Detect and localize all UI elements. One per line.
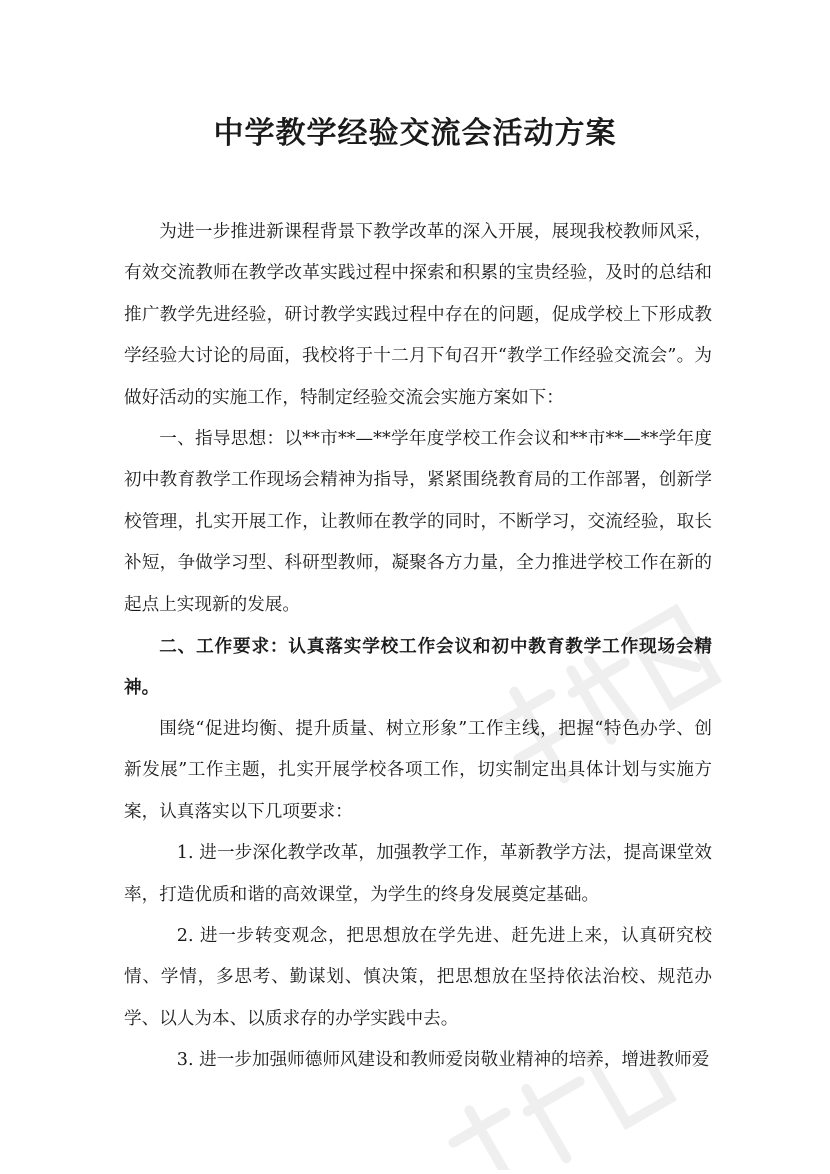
- intro-paragraph: 为进一步推进新课程背景下教学改革的深入开展，展现我校教师风采，有效交流教师在教学改革实践过程中探索和积累的宝贵经验，及时的总结和推广教学先进经验，研讨教学实践过程中存在的问题，促成学校上下形成教学经验大讨论的局面，我校将于十二月下旬召开“教学工作经验交流会”。为做好活动的实施工作，特制定经验交流会实施方案如下：: [124, 222, 712, 408]
- requirement-item-2: 2. 进一步转变观念，把思想放在学先进、赶先进上来，认真研究校情、学情，多思考、勤谋划、慎决策，把思想放在坚持依法治校、规范办学、以人为本、以质求存的办学实践中去。: [124, 925, 712, 1029]
- requirement-item-3: 3. 进一步加强师德师风建设和教师爱岗敬业精神的培养，增进教师爱: [176, 1050, 710, 1071]
- work-requirements-heading: 二、工作要求：认真落实学校工作会议和初中教育教学工作现场会精神。: [124, 636, 712, 699]
- requirement-item-1: 1. 进一步深化教学改革，加强教学工作，革新教学方法，提高课堂效率，打造优质和谐的高效课堂，为学生的终身发展奠定基础。: [124, 843, 712, 905]
- document-title: 中学教学经验交流会活动方案: [213, 116, 617, 151]
- guiding-thought-paragraph: 一、指导思想：以**市**—**学年度学校工作会议和**市**—**学年度初中教育教学工作现场会精神为指导，紧紧围绕教育局的工作部署，创新学校管理，扎实开展工作，让教师在教学的同时，不断学习，交流经验，取长补短，争做学习型、科研型教师，凝聚各方力量，全力推进学校工作在新的起点上实现新的发展。: [124, 429, 712, 615]
- work-theme-paragraph: 围绕“促进均衡、提升质量、树立形象”工作主线，把握“特色办学、创新发展”工作主题，扎实开展学校各项工作，切实制定出具体计划与实施方案，认真落实以下几项要求：: [124, 718, 712, 822]
- document-body: [124, 212, 712, 1082]
